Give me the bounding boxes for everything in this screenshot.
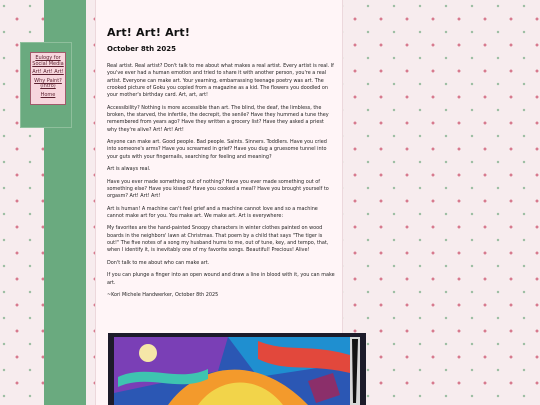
paragraph-1: Real artist. Real artist? Don't talk to me about what makes a real artist. Every artist is real. If you've ever had a human emotion and tried to share it with another person, you're a real artist. Everyone can make art. Your yearning, embarrassing teenage poetry was art. The crooked picture of Goku you copied from a magazine as a kid. The flowers you doodled on your mother's birthday card. Art, art, art! — [107, 63, 334, 99]
nav-link-why-paint[interactable]: Why Paint? (Intro) — [34, 77, 62, 90]
nav-link-home[interactable]: Home — [40, 91, 56, 98]
paragraph-2: Accessibility? Nothing is more accessible than art. The blind, the deaf, the limbless, the broken, the starved, the infertile, the decrepit, the senile? Have they hummed a tune they remembered from years ago? Have they written a grocery list? Have they asked a priest why they're alive? Art! Art! Art! — [107, 104, 329, 133]
paragraph-6: Art is human! A machine can't feel grief and a machine cannot love and so a machine cannot make art for you. You make art. We make art. Art is everywhere: — [107, 205, 318, 219]
paragraph-8: Don't talk to me about who can make art. — [107, 259, 210, 266]
post-date: October 8th 2025 — [107, 45, 177, 53]
paragraph-9: If you can plunge a finger into an open wound and draw a line in blood with it, you can make art. — [107, 272, 335, 286]
paragraph-5: Have you ever made something out of nothing? Have you ever made something out of something else? Have you kissed? Have you cooked a meal? Have you brought yourself to orgasm? Art! Art! Art! — [107, 178, 329, 200]
nav-link-eulogy[interactable]: Eulogy for Social Media — [32, 55, 64, 67]
paragraph-4: Art is always real. — [107, 166, 151, 173]
sidebar-nav — [30, 52, 66, 105]
paragraph-3: Anyone can make art. Good people. Bad people. Saints. Sinners. Toddlers. Have you cried into someone's arms? Have you screamed in grief? Have you dug a gruesome tunnel into your guts with your fingernails, searching for feeling and meaning? — [107, 139, 327, 160]
painting-image — [108, 333, 366, 405]
signature-line: ~Kori Michele Handwerker, October 8th 2025 — [107, 292, 219, 299]
paragraph-7: My favorites are the hand-painted Snoopy characters in winter clothes painted on wood boards in the neighbors' lawn at Christmas. That poem by a child that says "The tiger is out!" The five notes of a song my husband hums to me, out of tune, key, and tempo, that, when I identify it, is inevitably one of my favorite songs. Beautiful! Precious! Alive! — [107, 225, 329, 254]
page-title: Art! Art! Art! — [107, 26, 191, 39]
nav-link-art[interactable]: Art! Art! Art! — [32, 69, 64, 76]
